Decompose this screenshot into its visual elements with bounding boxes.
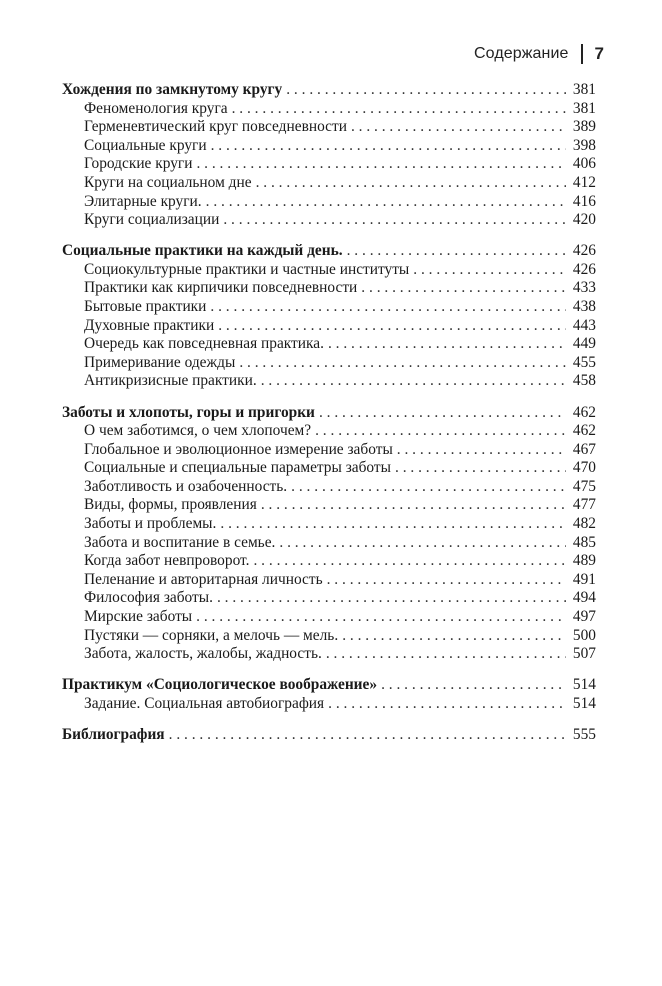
toc-chapter-entry[interactable] bbox=[62, 211, 596, 230]
toc-chapter-entry[interactable] bbox=[62, 137, 596, 156]
toc-chapter-entry-title: Круги на социальном дне bbox=[84, 173, 252, 191]
toc-chapter-entry-title: Забота и воспитание в семье. bbox=[84, 533, 276, 551]
toc-chapter-entry-title: Феноменология круга bbox=[84, 99, 228, 117]
toc-chapter-entry-page: 485 bbox=[572, 533, 596, 551]
toc-chapter-entry[interactable] bbox=[62, 534, 596, 553]
dot-leader bbox=[326, 645, 566, 664]
dot-leader bbox=[342, 627, 566, 646]
toc-chapter-entry[interactable] bbox=[62, 552, 596, 571]
toc-chapter-entry-title: Социальные круги bbox=[84, 136, 207, 154]
toc-part-entry-title: Социальные практики на каждый день. bbox=[62, 242, 343, 260]
toc-part-entry[interactable] bbox=[62, 726, 596, 745]
toc-chapter-entry-title: О чем заботимся, о чем хлопочем? bbox=[84, 422, 312, 440]
toc-chapter-entry[interactable] bbox=[62, 459, 596, 478]
toc-chapter-entry-page: 470 bbox=[572, 459, 596, 477]
toc-chapter-entry-title: Когда забот невпроворот. bbox=[84, 552, 250, 570]
dot-leader bbox=[381, 676, 566, 695]
toc-chapter-entry-page: 514 bbox=[572, 694, 596, 712]
toc-chapter-entry-title: Примеривание одежды bbox=[84, 353, 236, 371]
toc-chapter-entry[interactable] bbox=[62, 372, 596, 391]
toc-chapter-entry-page: 381 bbox=[572, 99, 596, 117]
toc-chapter-entry-title: Социальные и специальные параметры заботы bbox=[84, 459, 391, 477]
toc-chapter-entry-page: 458 bbox=[572, 372, 596, 390]
toc-chapter-entry-page: 497 bbox=[572, 608, 596, 626]
dot-leader bbox=[395, 459, 566, 478]
toc-chapter-entry[interactable] bbox=[62, 422, 596, 441]
toc-chapter-entry-page: 455 bbox=[572, 353, 596, 371]
toc-chapter-entry-title: Бытовые практики bbox=[84, 298, 207, 316]
dot-leader bbox=[327, 571, 566, 590]
toc-chapter-entry[interactable] bbox=[62, 589, 596, 608]
toc-chapter-entry[interactable] bbox=[62, 695, 596, 714]
toc-part-entry-title: Хождения по замкнутому кругу bbox=[62, 81, 283, 98]
toc-chapter-entry-title: Пустяки — сорняки, а мелочь — мель. bbox=[84, 626, 339, 644]
toc-chapter-entry-page: 420 bbox=[572, 211, 596, 229]
table-of-contents bbox=[62, 81, 596, 745]
dot-leader bbox=[286, 81, 566, 100]
dot-leader bbox=[328, 695, 566, 714]
section-title: Содержание bbox=[474, 45, 569, 62]
dot-leader bbox=[206, 193, 566, 212]
toc-chapter-entry[interactable] bbox=[62, 279, 596, 298]
dot-leader bbox=[232, 100, 566, 119]
toc-chapter-entry[interactable] bbox=[62, 608, 596, 627]
toc-chapter-entry-title: Социокультурные практики и частные институты bbox=[84, 260, 410, 278]
dot-leader bbox=[210, 298, 566, 317]
toc-chapter-entry-page: 477 bbox=[572, 496, 596, 514]
toc-part-entry-page: 514 bbox=[572, 676, 596, 694]
toc-chapter-entry-title: Практики как кирпичики повседневности bbox=[84, 279, 358, 297]
toc-part-entry-page: 426 bbox=[572, 242, 596, 260]
dot-leader bbox=[347, 242, 566, 261]
toc-chapter-entry[interactable] bbox=[62, 261, 596, 280]
toc-chapter-entry-page: 491 bbox=[572, 570, 596, 588]
toc-chapter-entry-title: Элитарные круги. bbox=[84, 192, 202, 210]
toc-chapter-entry-title: Пеленание и авторитарная личность bbox=[84, 570, 323, 588]
toc-chapter-entry[interactable] bbox=[62, 478, 596, 497]
toc-chapter-entry[interactable] bbox=[62, 515, 596, 534]
dot-leader bbox=[413, 261, 566, 280]
toc-part-entry-page: 381 bbox=[572, 81, 596, 98]
toc-chapter-entry-page: 507 bbox=[572, 645, 596, 663]
dot-leader bbox=[196, 155, 566, 174]
toc-part-entry[interactable] bbox=[62, 676, 596, 695]
dot-leader bbox=[169, 726, 566, 745]
toc-chapter-entry[interactable] bbox=[62, 496, 596, 515]
dot-leader bbox=[261, 372, 566, 391]
dot-leader bbox=[223, 211, 566, 230]
toc-chapter-entry-title: Очередь как повседневная практика. bbox=[84, 335, 324, 353]
toc-part-group bbox=[62, 404, 596, 664]
dot-leader bbox=[279, 534, 566, 553]
toc-chapter-entry-page: 412 bbox=[572, 173, 596, 191]
toc-part-entry[interactable] bbox=[62, 81, 596, 100]
toc-chapter-entry-page: 462 bbox=[572, 422, 596, 440]
dot-leader bbox=[253, 552, 566, 571]
toc-chapter-entry-title: Виды, формы, проявления bbox=[84, 496, 257, 514]
toc-chapter-entry-page: 494 bbox=[572, 589, 596, 607]
toc-chapter-entry-page: 416 bbox=[572, 192, 596, 210]
dot-leader bbox=[328, 335, 566, 354]
toc-chapter-entry-title: Заботливость и озабоченность. bbox=[84, 477, 288, 495]
toc-chapter-entry-page: 438 bbox=[572, 298, 596, 316]
toc-part-group bbox=[62, 242, 596, 391]
toc-chapter-entry-title: Глобальное и эволюционное измерение заботы bbox=[84, 440, 393, 458]
toc-chapter-entry-title: Герменевтический круг повседневности bbox=[84, 118, 347, 136]
toc-part-entry-title: Практикум «Социологическое воображение» bbox=[62, 676, 378, 694]
toc-chapter-entry[interactable] bbox=[62, 193, 596, 212]
toc-chapter-entry-title: Мирские заботы bbox=[84, 608, 193, 626]
toc-chapter-entry[interactable] bbox=[62, 118, 596, 137]
dot-leader bbox=[211, 137, 566, 156]
dot-leader bbox=[351, 118, 566, 137]
toc-chapter-entry[interactable] bbox=[62, 298, 596, 317]
toc-chapter-entry-page: 406 bbox=[572, 155, 596, 173]
dot-leader bbox=[256, 174, 566, 193]
dot-leader bbox=[217, 589, 566, 608]
running-header bbox=[474, 44, 604, 64]
header-divider bbox=[581, 44, 583, 64]
toc-chapter-entry[interactable] bbox=[62, 571, 596, 590]
toc-chapter-entry[interactable] bbox=[62, 100, 596, 119]
toc-chapter-entry-title: Круги социализации bbox=[84, 211, 220, 229]
toc-part-entry-title: Заботы и хлопоты, горы и пригорки bbox=[62, 403, 315, 421]
toc-chapter-entry[interactable] bbox=[62, 174, 596, 193]
toc-part-group bbox=[62, 676, 596, 713]
toc-chapter-entry-title: Задание. Социальная автобиография bbox=[84, 694, 325, 712]
toc-part-group bbox=[62, 81, 596, 230]
dot-leader bbox=[315, 422, 566, 441]
toc-chapter-entry[interactable] bbox=[62, 627, 596, 646]
toc-chapter-entry[interactable] bbox=[62, 335, 596, 354]
toc-chapter-entry-page: 433 bbox=[572, 279, 596, 297]
dot-leader bbox=[220, 515, 566, 534]
toc-chapter-entry-title: Философия заботы. bbox=[84, 589, 213, 607]
dot-leader bbox=[291, 478, 566, 497]
dot-leader bbox=[196, 608, 566, 627]
toc-chapter-entry-title: Заботы и проблемы. bbox=[84, 515, 217, 533]
toc-part-group bbox=[62, 726, 596, 745]
toc-part-entry-page: 555 bbox=[572, 726, 596, 743]
dot-leader bbox=[218, 317, 566, 336]
toc-chapter-entry-page: 500 bbox=[572, 626, 596, 644]
toc-part-entry-title: Библиография bbox=[62, 726, 165, 743]
toc-chapter-entry[interactable] bbox=[62, 155, 596, 174]
toc-chapter-entry-page: 482 bbox=[572, 515, 596, 533]
toc-chapter-entry[interactable] bbox=[62, 317, 596, 336]
toc-chapter-entry-title: Городские круги bbox=[84, 155, 193, 173]
toc-chapter-entry-title: Забота, жалость, жалобы, жадность. bbox=[84, 645, 322, 663]
dot-leader bbox=[397, 441, 566, 460]
toc-chapter-entry-page: 489 bbox=[572, 552, 596, 570]
dot-leader bbox=[319, 404, 566, 423]
toc-chapter-entry-page: 426 bbox=[572, 260, 596, 278]
toc-chapter-entry-page: 467 bbox=[572, 440, 596, 458]
dot-leader bbox=[239, 354, 566, 373]
toc-chapter-entry[interactable] bbox=[62, 645, 596, 664]
toc-part-entry[interactable] bbox=[62, 242, 596, 261]
toc-chapter-entry-page: 449 bbox=[572, 335, 596, 353]
toc-chapter-entry[interactable] bbox=[62, 354, 596, 373]
toc-chapter-entry-page: 389 bbox=[572, 118, 596, 136]
toc-chapter-entry-page: 443 bbox=[572, 316, 596, 334]
toc-chapter-entry-title: Антикризисные практики. bbox=[84, 372, 257, 390]
toc-chapter-entry-page: 398 bbox=[572, 136, 596, 154]
toc-part-entry-page: 462 bbox=[572, 403, 596, 421]
toc-chapter-entry-page: 475 bbox=[572, 477, 596, 495]
toc-part-entry[interactable] bbox=[62, 404, 596, 423]
toc-chapter-entry-title: Духовные практики bbox=[84, 316, 215, 334]
dot-leader bbox=[261, 496, 566, 515]
toc-chapter-entry[interactable] bbox=[62, 441, 596, 460]
dot-leader bbox=[361, 279, 566, 298]
page-number: 7 bbox=[594, 44, 604, 63]
